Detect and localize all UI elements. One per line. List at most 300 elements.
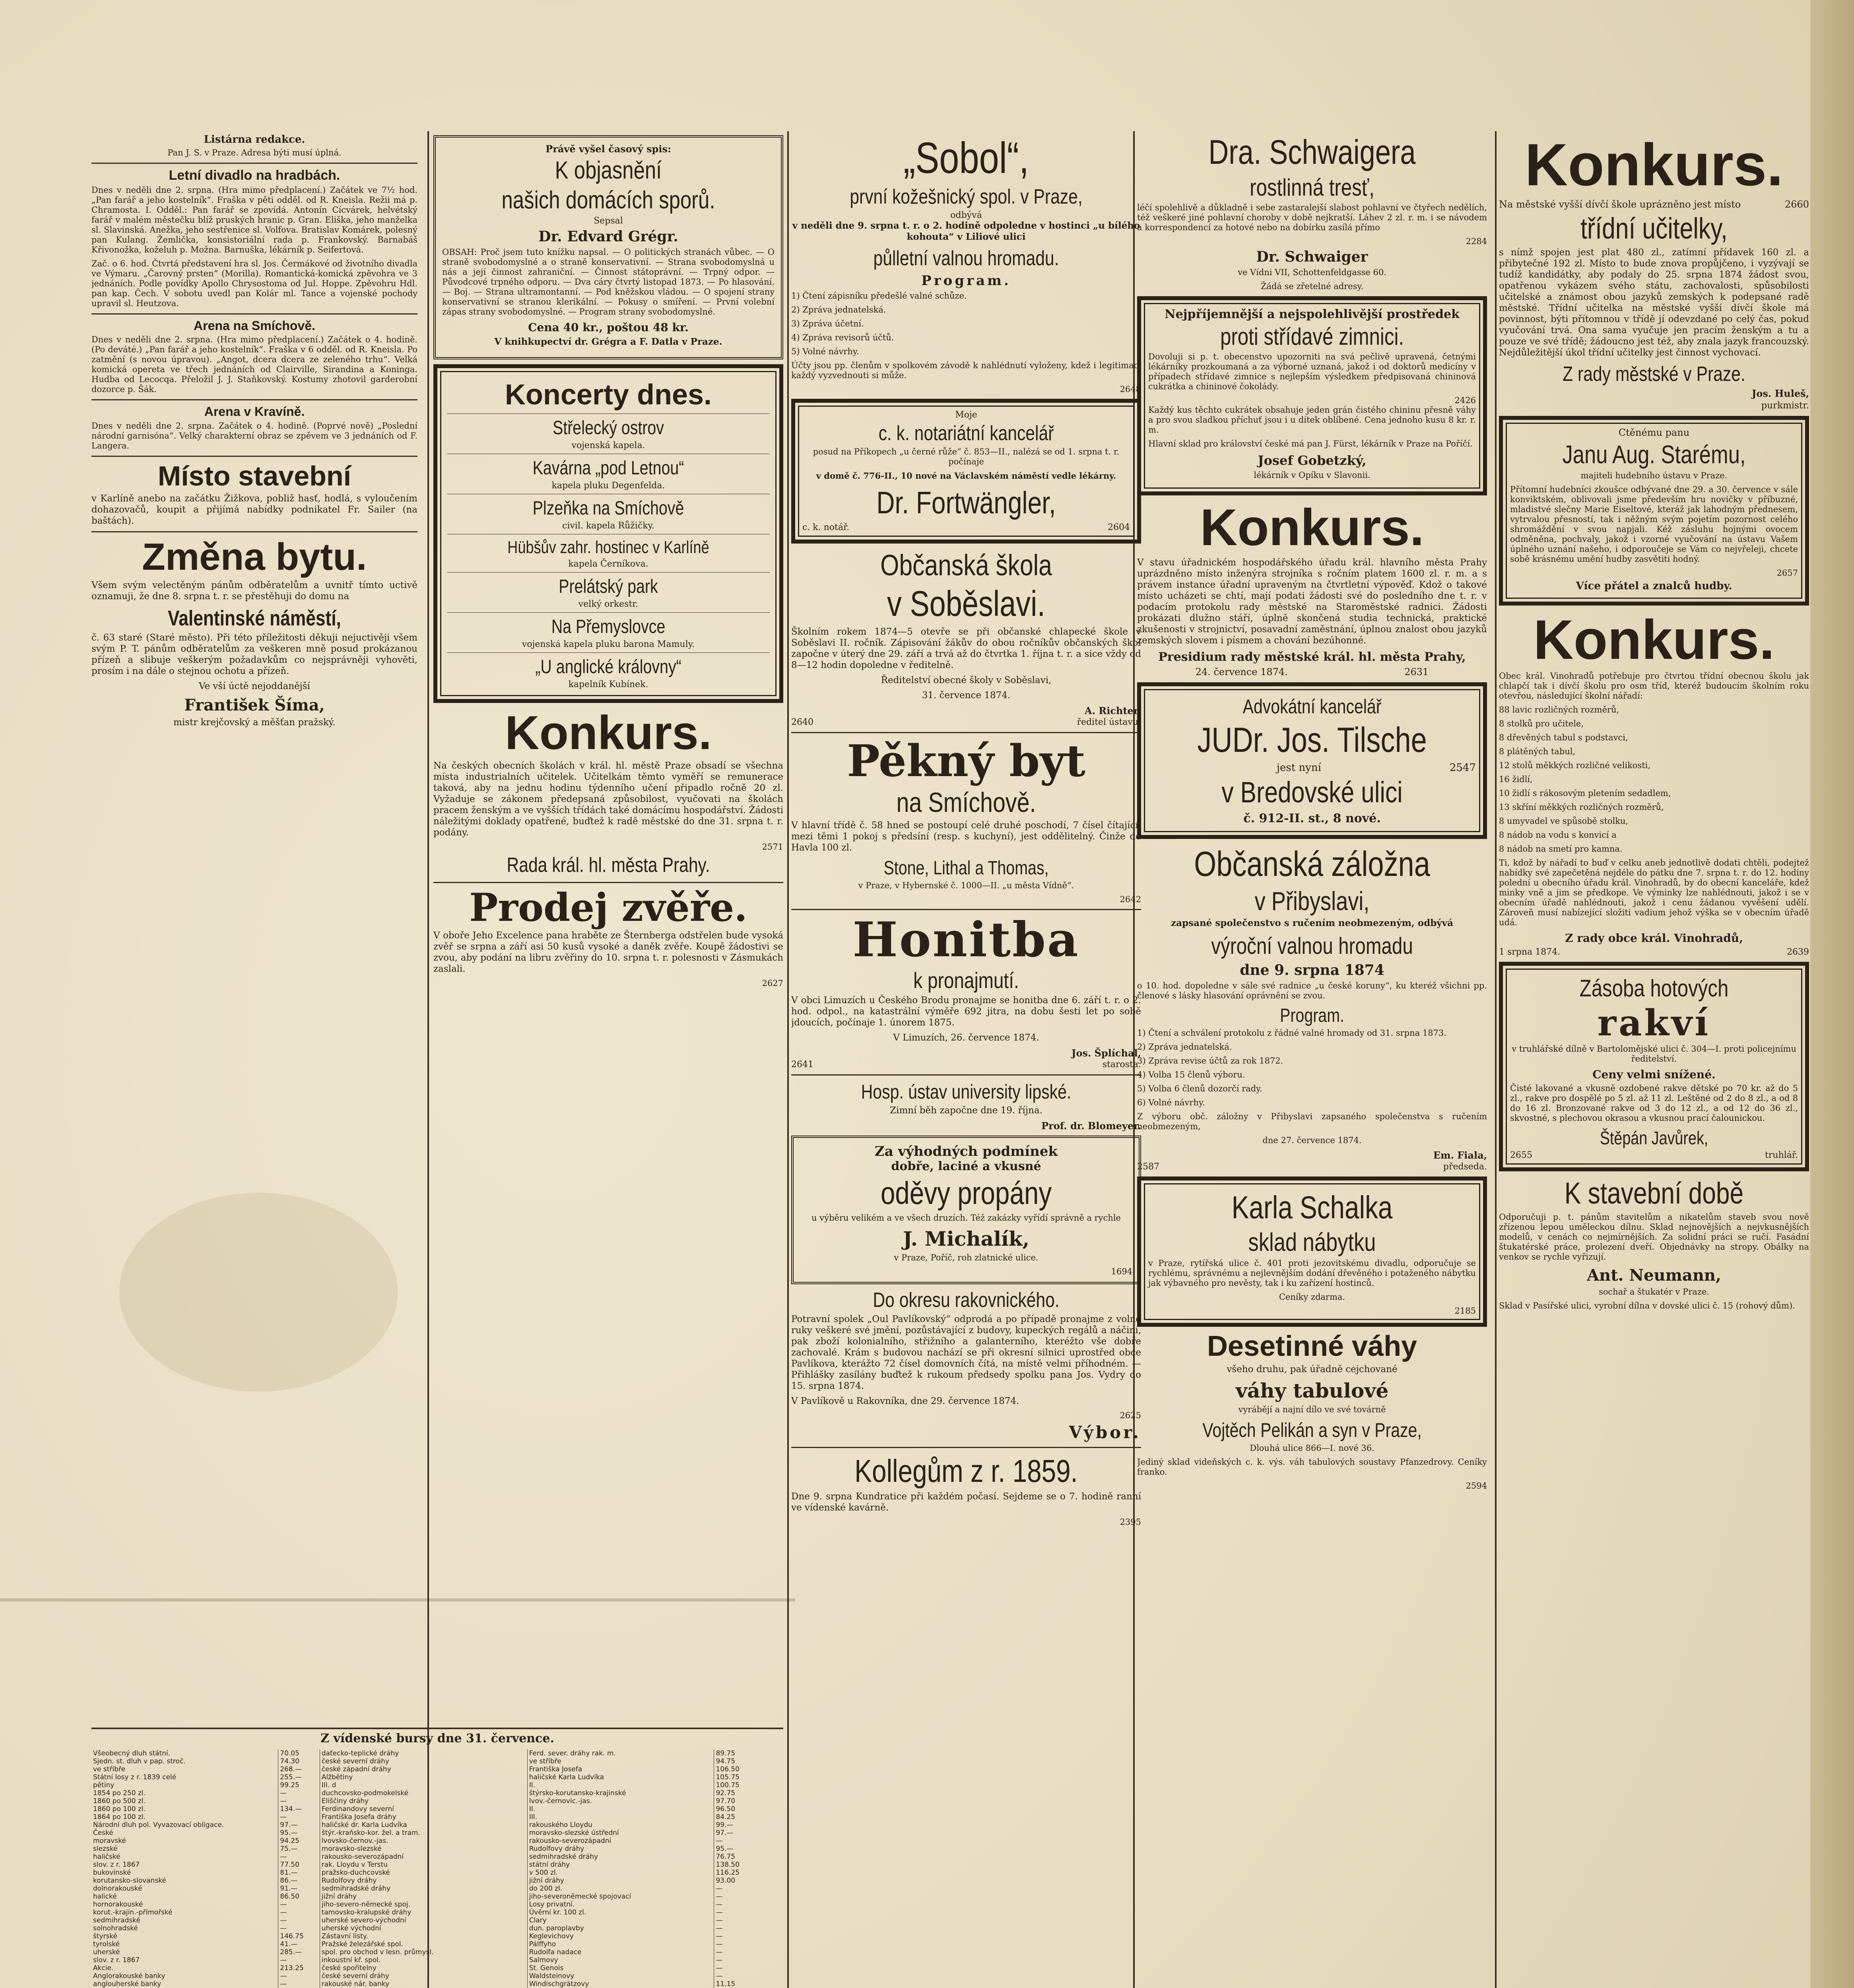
bursa-line: jiho-severo-německé spoj.	[321, 1901, 410, 1908]
bursa-line: 99.25	[280, 1781, 299, 1789]
skola-footer	[791, 717, 1141, 727]
bursa-line: haličské Karla Ludvíka	[529, 1773, 604, 1781]
okres-text: Potravní spolek „Oul Pavlíkovský“ odprodá a po případě pronajme z volné ruky veškeré své jmění, pozůstávající z budovy, kupeckých regálů a náčiní, pak zboží kolonialního, střižního a galanterního, kteréžto vše dobře zachovalé. Krám s budovou nachází se při okresní silnici uprostřed obce Pavlíkova, kterážto 72 čísel domovních čítá, na místě velmi příhodném. — Přihlášky zasílány buďtež k rukoum předsedy spolku pana Jos. Vydry do 15. srpna 1874.	[791, 1314, 1141, 1391]
konk2-text: V stavu úřadnickém hospodářského úřadu král. hlavního města Prahy uprázdněno místo inženýra strojníka s ročním platem 1600 zl. r. m. a s právem instance úřadní upraveným na čtvrtletní výpověď. Kdož o takové místo ucházeti se chtí, mají podati žádosti své do posledního dne t. r. v podacím protokolu rady městské na Staroměstské radnici. Žádosti prokázati dlužno stáří, úplně skončená studia technická, praktické zkušenosti v strojnictví, posavadní zaměstnání, úplnou znalost obou jazyků zemských slovem i písmem a chování bezúhonné.	[1137, 557, 1487, 646]
stred-box	[1137, 296, 1487, 495]
okres-num: 2625	[1120, 1410, 1141, 1420]
bursa-line: rakouského Lloydu	[529, 1821, 592, 1829]
konk4-date: 1 srpna 1874.	[1499, 947, 1561, 957]
stred-name: Josef Gobetzký,	[1258, 453, 1367, 468]
bursa-line: 95.—	[280, 1829, 298, 1837]
rakve-name: Štěpán Javůrek,	[1600, 1128, 1708, 1148]
kniha-title-2: našich domácích sporů.	[501, 186, 715, 214]
bursa-table	[91, 1749, 783, 1988]
bursa-line: 70.05	[280, 1749, 299, 1757]
bursa-line: 1854 po 250 zl.	[93, 1789, 146, 1797]
skola-role: ředitel ústavu.	[1077, 717, 1141, 727]
bursa-line: Clary	[529, 1916, 547, 1924]
sobol-small: odbývá	[950, 210, 982, 220]
divadlo-title: Letní divadlo na hradbách.	[169, 168, 340, 183]
program-title: Program.	[921, 273, 1011, 289]
byt-name: Stone, Lithal a Thomas,	[883, 857, 1049, 879]
byt-addr: v Praze, v Hybernské č. 1000—II. „u města Vídně“.	[858, 880, 1074, 890]
bursa-line: Windischgrätzovy	[529, 1980, 589, 1988]
divider	[91, 531, 417, 532]
bursa-line: bukovinské	[93, 1869, 131, 1877]
bursa-line: —	[716, 1964, 723, 1972]
koncerty-box	[433, 364, 783, 703]
koncert-item	[447, 417, 770, 450]
konk4-title: Konkurs.	[1533, 608, 1775, 671]
bursa-line: 97.—	[716, 1829, 734, 1837]
stred-text: Dovoluji si p. t. obecenstvo upozorniti na svá pečlivě upravená, četnými lékárníky prozkoumaná a za výborné uznaná, jakož i od doktorů medicíny v případech střídavé zimnice s nejlepším výsledkem předpisovaná chininová cukrátka a chininové čokolády.	[1148, 352, 1476, 391]
bursa-line: —	[280, 1908, 287, 1916]
kniha-text: OBSAH: Proč jsem tuto knížku napsal. — O politických stranách vůbec. — O straně svobodomyslné a o straně konservativní. — Strana svobodomyslná u nás a její činnost zahraniční. — Činnost státoprávní. — Trpný odpor. — Původcové trpného odporu. — Dva cáry čtvrtý listopad 1873. — Po hlasování. — Boj. — Strana ultramontanní. — Pod kněžskou vládou. — O spojení strany konservativní se stranou klerikální. — Pokusy o smíření. — První volební zápas strany svobodomyslné. — Program strany svobodomyslné.	[442, 247, 775, 316]
bursa-line: 77.50	[280, 1861, 299, 1869]
konk4-item: 8 nádob na smetí pro kamna.	[1499, 844, 1623, 854]
bursa-line: 285.—	[280, 1948, 302, 1956]
staremu-pre: Ctěnému panu	[1618, 427, 1690, 438]
konk4-sign: Z rady obce král. Vinohradů,	[1565, 931, 1743, 945]
bursa-line: sedmihradské dráhy	[321, 1885, 391, 1893]
zaloz-num: 2587	[1137, 1161, 1159, 1172]
bursa-line: —	[280, 1924, 287, 1932]
koncert-place: Plzeňka na Smíchově	[532, 497, 684, 519]
bursa-line: v 500 zl.	[529, 1869, 558, 1877]
bursa-line: Keglevichovy	[529, 1932, 574, 1940]
bursa-line: —	[716, 1837, 723, 1845]
bursa-line: české spořitelny	[321, 1964, 377, 1972]
kniha-author: Dr. Edvard Grégr.	[538, 228, 678, 245]
advok-street: v Bredovské ulici	[1221, 775, 1403, 809]
bursa-line: III.	[529, 1813, 538, 1821]
notar-num: 2604	[1108, 522, 1130, 532]
redakce-text: Pan J. S. v Praze. Adresa býti musí úplná.	[167, 148, 342, 157]
schw-sub: rostlinná tresť,	[1250, 174, 1374, 201]
bursa-line: —	[280, 1853, 287, 1861]
bursa-line: 75.—	[280, 1845, 298, 1853]
schalk-box	[1137, 1176, 1487, 1327]
bursa-line: —	[716, 1956, 723, 1964]
bursa-line: —	[280, 1813, 287, 1821]
bursa-line: ve stříbře	[529, 1757, 561, 1765]
bursa-line: moravsko-slezské	[321, 1845, 382, 1853]
bursa-line: 96.50	[716, 1805, 736, 1813]
koncert-item	[447, 497, 770, 531]
bursa-line: české severní dráhy	[321, 1972, 389, 1980]
zmena-text: Všem svým velectěným pánům odběratelům a uvnitř tímto uctivě oznamuji, že dne 8. srpna t. r. se přestěhuji do domu na	[91, 580, 417, 602]
bursa-line: rakousko-severozápadní	[529, 1837, 612, 1845]
prodej-text: V oboře Jeho Excelence pana hraběte ze Šternberga odstřelen bude vysoká zvěř se srpna a září asi 50 kusů vysoké a daněk zvěře. Koupě žádostivi se zvou, aby podání na libru zvěřiny do 10. srpna t. r. polesnosti v Zásmukách zaslali.	[433, 930, 783, 975]
bursa-line: hornorakouské	[93, 1901, 143, 1908]
odevy-box	[791, 1136, 1141, 1284]
zmena-street: Valentinské náměstí,	[168, 606, 341, 631]
bursa-line: 94.25	[280, 1837, 299, 1845]
divider	[791, 1074, 1141, 1076]
bursa-line: uherské východní	[321, 1924, 381, 1932]
bursa-line: —	[280, 1980, 287, 1988]
koncert-item	[447, 616, 770, 649]
honitba-footer	[791, 1060, 1141, 1070]
konk4-text-2: Ti, kdož by nářadí to buď v celku aneb jednotlivě dodati chtěli, podejtež nabídky své zapečetěná nejdéle do pátku dne 7. srpna t. r. do 12. hodiny polední u obecního úřadu král. Vinohradů, by do obecní kanceláře, kdež minky vně a jim se předkope. Ve výminky lze nahlédnouti, jakož i se v obecním úřadě nahlédnouti, jakož i cenu žádanou vyvěšení udělí. Zároveň musí nabízející složiti vadium jehož výška se v obecním úřadě udá.	[1499, 858, 1809, 927]
skola-date: 31. července 1874.	[922, 690, 1011, 701]
honitba-name: Jos. Šplíchal,	[1071, 1047, 1141, 1059]
bursa-col-values	[278, 1749, 320, 1988]
odevy-text: u výběru velikém a ve všech druzích. Též zakázky vyřídí správně a rychle	[811, 1213, 1121, 1223]
odevy-title: oděvy propány	[880, 1175, 1052, 1211]
bursa-line: 93.00	[716, 1877, 736, 1885]
bursa-col-names	[527, 1749, 714, 1988]
odevy-sub: dobře, laciné a vkusné	[891, 1159, 1041, 1173]
column-2	[433, 131, 783, 1757]
bursa-line: Anglorakouské banky	[93, 1972, 165, 1980]
bursa-line: haličské	[93, 1853, 120, 1861]
notar-text-2: v domě č. 776-II., 10 nové na Václavském náměstí vedle lékárny.	[816, 471, 1116, 481]
bursa-line: —	[280, 1901, 287, 1908]
zaloz-date: dne 9. srpna 1874	[1240, 961, 1384, 978]
vahy-text-3: Jediný sklad videňských c. k. výs. váh tabulových soustavy Pfanzedrovy. Ceníky franko.	[1137, 1457, 1487, 1477]
program-text: Účty jsou pp. členům v spolkovém závodě k nahlédnutí vyloženy, kdež i legitimaci každý vyzvednouti si může.	[791, 361, 1141, 380]
bursa-line: lvovsko-černov.-jas.	[321, 1837, 388, 1845]
vahy-sub: váhy tabulové	[1235, 1379, 1389, 1403]
bursa-line: 116.25	[716, 1869, 740, 1877]
konk4-item: 8 stolků pro učitele,	[1499, 718, 1584, 728]
bursa-line: Alžbětiny	[321, 1773, 353, 1781]
bursa-line: dolnorakouské	[93, 1885, 142, 1893]
staremu-text: Přítomní hudebníci zkoušce odbývané dne 29. a 30. července v sále konviktském, oblivovali jsme především hru novičky v příbuzné, mladistvé slečny Marie Eiseltové, kteráž jak lahodným přednesem, vytrvalou přesností, tak i něžným svým pojetím pozornost celého shromáždění v svou napjali. Kéž zásluhu hojnými ovocem odměněna, pochvaly, jakož i vzorné vyučování na ústavu Vašem úplného uznání našeho, i odporoučeje se Vám co nejvřeleji, chcete sobě krásnému umění hudby zasvětiti hodný.	[1510, 484, 1798, 564]
vahy-name: Vojtěch Pelikán a syn v Praze,	[1202, 1419, 1422, 1442]
page-edge	[1810, 0, 1854, 1988]
konk4-footer	[1499, 947, 1809, 957]
divider	[433, 882, 783, 883]
arena-text: Dnes v neděli dne 2. srpna. (Hra mimo předplacení.) Začátek o 4. hodině. (Po deváté.) „Pan farář a jeho kostelník“. Fraška v 6 odděl. od R. Kneisla. Po zatmění (s novou úpravou). „Angot, dcera dcera ze zeleného trhu“. Velká komická opereta ve třech jednáních od Clairville, Sirandina a Koninga. Hudba od Lecocqa. Přeložil J. J. Staňkovský. Kostumy zhotovil garderobní dozorce p. Šák.	[91, 335, 417, 394]
divider	[91, 313, 417, 315]
zaloz-event: výroční valnou hromadu	[1211, 933, 1413, 959]
rakve-text: v truhlářské dílně v Bartolomějské ulici č. 304—I. proti policejnímu ředitelství.	[1512, 1044, 1796, 1064]
schw-name: Dr. Schwaiger	[1256, 248, 1368, 265]
odevy-addr: v Praze, Poříč, roh zlatnické ulice.	[894, 1252, 1039, 1262]
divider	[447, 572, 770, 573]
stred-text-2: Každý kus těchto cukrátek obsahuje jeden grán čistého chininu přesně váhy a pro svou sladkou příchuť jsou i u dítek oblíbené. Cena jednoho kusu 8 kr. r. m.	[1148, 405, 1476, 435]
advok-mid-row	[1148, 762, 1476, 774]
bursa-line: 106.50	[716, 1765, 740, 1773]
zmena-greet: Ve vší úctě nejoddanější	[198, 681, 311, 692]
bursa-line: —	[716, 1908, 723, 1916]
honitba-num: 2641	[791, 1059, 813, 1070]
bursa-line: 1860 po 500 zl.	[93, 1797, 146, 1805]
arena2-title: Arena v Kravíně.	[204, 404, 305, 419]
honitba-text: V obci Limuzích u Českého Brodu pronajme se honitba dne 6. září t. r. o 2. hod. odpol., na katastrální výměře 692 jitra, na dobu šesti let po sobě jdoucích, počínaje 1. únorem 1875.	[791, 995, 1141, 1028]
konk3-role: purkmistr.	[1761, 400, 1809, 411]
bursa-line: ve stříbře	[93, 1765, 126, 1773]
bursa-line: korut.-krajin.-přímořské	[93, 1908, 173, 1916]
bursa-line: 213.25	[280, 1964, 304, 1972]
konk2-title: Konkurs.	[1200, 498, 1424, 556]
konk4-item: 8 nádob na vodu s konvicí a	[1499, 830, 1617, 840]
redakce-title: Listárna redakce.	[204, 134, 305, 146]
kolleg-title: Kollegům z r. 1859.	[854, 1453, 1078, 1489]
okres-title: Do okresu rakovnického.	[873, 1288, 1060, 1312]
koncert-item	[447, 656, 770, 689]
bursa-line: moravsko-slezské ústřední	[529, 1829, 619, 1837]
bursa-line: 76.75	[716, 1853, 736, 1861]
zmena-name: František Šíma,	[184, 696, 325, 715]
rakve-role: truhlář.	[1765, 1150, 1798, 1160]
zmena-role: mistr krejčovský a měšťan pražský.	[173, 717, 336, 728]
bursa-line: Františka Josefa	[529, 1765, 582, 1773]
bursa-line: duchcovsko-podmokelské	[321, 1789, 409, 1797]
bursa-line: 92.75	[716, 1789, 736, 1797]
bursa-line: 255.—	[280, 1773, 302, 1781]
konk2-num: 2631	[1404, 666, 1429, 678]
konk4-item: 13 skříní měkkých rozličných rozměrů,	[1499, 802, 1664, 812]
zaloz-role: předseda.	[1443, 1161, 1487, 1172]
bursa-line: II.	[529, 1805, 536, 1813]
notar-name: Dr. Fortwängler,	[876, 485, 1056, 520]
zaloz-prog-item: 6) Volné návrhy.	[1137, 1097, 1205, 1107]
bursa-line: —	[716, 1901, 723, 1908]
schalk-num: 2185	[1454, 1306, 1476, 1316]
koncerty-title: Koncerty dnes.	[505, 379, 712, 411]
bursa-line: štýrsko-korutansko-krajinské	[529, 1789, 626, 1797]
bursa-line: —	[280, 1789, 287, 1797]
bursa-line: II.	[529, 1781, 536, 1789]
bursa-line: Rudolfovy dráhy	[529, 1845, 584, 1853]
skola-num: 2640	[791, 717, 813, 727]
divadlo-text: Dnes v neděli dne 2. srpna. (Hra mimo předplacení.) Začátek ve 7½ hod. „Pan farář a jeho kostelník“. Fraška v pěti odděl. od R. Kneisla. Režii má p. Chramosta. I. Odděl.: Pan farář se zpovídá. Antonín Cícvárek, helvétský farář v malém městečku blíž pruských hranic p. Gran. Eliška, jeho manželka sl. Slavinská. Anežka, jeho sestřenice sl. Volfova. Bratislav Komárek, polesný pan Kulang. Žemlička, konsistoriální rada p. Frankovský. Barnabáš Křivonožka, koželuh p. Možna. Barnuška, lékárník p. Seifertová.	[91, 185, 417, 254]
zaloz-text: zapsané společenstvo s ručením neobmezeným, odbývá	[1171, 917, 1453, 928]
konk2-date: 24. července 1874.	[1195, 666, 1288, 678]
konk3-sign: Z rady městské v Praze.	[1563, 362, 1745, 386]
divider	[447, 652, 770, 653]
konkurs-sign: Rada král. hl. města Prahy.	[507, 853, 710, 877]
bursa-line: Eliščiny dráhy	[321, 1797, 369, 1805]
bursa-line: korutansko-slovanské	[93, 1877, 166, 1885]
zaloz-name: Em. Fiala,	[1433, 1149, 1487, 1161]
bursa-line: rak. Lloydu v Terstu	[321, 1861, 388, 1869]
bursa-line: Losy privatní.	[529, 1901, 575, 1908]
odevy-name: J. Michalík,	[903, 1227, 1030, 1250]
konk3-text-2: s nímž spojen jest plat 480 zl., zatímní přídavek 160 zl. a přibytečné 192 zl. Místo to bude znova propůjčeno, i vyzývají se tudíž kandidátky, aby podaly do 25. srpna 1874 žádost svou, opatřenou vykázem svého státu, zachovalosti, spůsobilosti učitelské a známost obou jazyků zemských k podepsané radě městské. Třídní učitelka na městské vyšší dívčí škole má povinnost, býti přítomnou v třídě jí odevzdané po celý čas, pokud vyučování trvá. Ona sama vyučuje jen pracím ženským a tu a pouze ve své třídě; žádoucno jest též, aby znala jazyk francouzský. Nejdůležitější úkol třídní učitelky jest činnost vychovací.	[1499, 247, 1809, 358]
odevy-num: 1694	[1111, 1266, 1132, 1276]
divider	[791, 732, 1141, 733]
zaloz-place: v Přibyslavi,	[1254, 886, 1370, 916]
honitba-role: starosta.	[1102, 1059, 1141, 1070]
kniha-title-1: K objasnění	[555, 157, 662, 184]
bursa-line: slov. z r. 1867	[93, 1956, 140, 1964]
zaloz-prog-title: Program.	[1280, 1005, 1344, 1026]
sobol-text: v neděli dne 9. srpna t. r. o 2. hodině odpoledne v hostinci „u bílého kohouta“ v Liliové ulici	[792, 220, 1140, 242]
bursa-line: slov. z r. 1867	[93, 1861, 140, 1869]
konk4-item: 12 stolů měkkých rozličné velikosti,	[1499, 760, 1651, 770]
schalk-sub: sklad nábytku	[1248, 1227, 1376, 1256]
bursa-line: III. d	[321, 1781, 336, 1789]
koncert-band: civil. kapela Růžičky.	[562, 520, 655, 531]
bursa-line: Pálffyho	[529, 1940, 556, 1948]
rakve-footer	[1510, 1150, 1798, 1160]
notar-role: c. k. notář.	[802, 522, 850, 532]
byt-text: V hlavní třídě č. 58 hned se postoupí celé druhé poschodí, 7 čísel čítající, mezi těmi 1 pokoj s předsíní (resp. s kuchyní), jest oddělitelný. Činže do Havla 100 zl.	[791, 820, 1141, 853]
doba-addr: Sklad v Pasířské ulici, vyrobní dílna v dovské ulici č. 15 (rohový dům).	[1499, 1301, 1795, 1310]
odevy-pre: Za výhodných podmínek	[874, 1143, 1058, 1159]
konk3-num: 2660	[1784, 198, 1809, 210]
advok-box	[1137, 682, 1487, 839]
bursa-line: Františka Josefa dráhy	[321, 1813, 396, 1821]
konk4-item: 10 židlí s rákosovým pletením sedadlem,	[1499, 788, 1671, 798]
bursa-line: rakousko-severozápadní	[321, 1853, 404, 1861]
bursa-line: Sjedn. st. dluh v pap. stroč.	[93, 1757, 186, 1765]
divider	[791, 909, 1141, 910]
bursa-col-values	[714, 1749, 783, 1988]
bursa-line: —	[716, 1885, 723, 1893]
hosp-title: Hosp. ústav university lipské.	[861, 1080, 1072, 1103]
bursa-line: St. Genois	[529, 1964, 564, 1972]
bursa-line: daťecko-teplické dráhy	[321, 1749, 399, 1757]
konk2-footer	[1137, 666, 1487, 678]
bursa-line: České	[93, 1829, 113, 1837]
konk3-sub: třídní učitelky,	[1580, 212, 1728, 245]
honitba-sub: k pronajmutí.	[913, 967, 1019, 993]
bursa-line: uherské severo-východní	[321, 1916, 406, 1924]
bursa-line: 91.—	[280, 1885, 298, 1893]
divider	[91, 456, 417, 457]
bursa-col-names	[91, 1749, 278, 1988]
bursa-line: české západní dráhy	[321, 1765, 391, 1773]
skola-sign: Ředitelství obecné školy v Soběslavi,	[881, 675, 1052, 685]
vahy-text-2: vyrábějí a najní dílo ve své továrně	[1238, 1405, 1386, 1415]
program-item: 5) Volné návrhy.	[791, 347, 859, 356]
bursa-line: Rudolfovy dráhy	[321, 1877, 377, 1885]
zmena-title: Změna bytu.	[142, 536, 367, 579]
bursa-line: haličské dr. Karla Ludvíka	[321, 1821, 407, 1829]
rakve-text-2: Čisté lakované a vkusně ozdobené rakve dětské po 70 kr. až do 5 zl., rakve pro dospělé po 5 zl. až 11 zl. Leštěné od 2 do 8 zl., a od 8 do 16 zl. Bronzované rakve od 3 do 12 zl., a od 12 do 36 zl., skvostné, s plechovou okrasou a vkusnou prací čalounickou.	[1510, 1083, 1798, 1123]
zaloz-prog-item: 3) Zpráva revise účtů za rok 1872.	[1137, 1056, 1283, 1066]
column-rule	[1495, 131, 1497, 1988]
byt-num: 2642	[1120, 894, 1141, 904]
bursa-line: štýr.-kraňsko-kor. žel. a tram.	[321, 1829, 420, 1837]
bursa-line: 105.75	[716, 1773, 740, 1781]
bursa-line: Státní losy z r. 1839 celé	[93, 1773, 177, 1781]
bursa-line: —	[280, 1956, 287, 1964]
program-item: 1) Čtení zápisníku předešlé valné schůze.	[791, 291, 967, 301]
bursa-line: 41.—	[280, 1940, 298, 1948]
bursa-line: 74.30	[280, 1757, 299, 1765]
bursa-line: Salmovy	[529, 1956, 558, 1964]
koncert-band: vojenská kapela.	[571, 440, 645, 450]
konk4-text: Obec král. Vinohradů potřebuje pro čtvrtou třídní obecnou školu jak chlapčí tak i dívčí školu pro osm tříd, kteréž budoucím školním roku otevřou, následující školní nářadí:	[1499, 671, 1809, 701]
bursa-line: 84.25	[716, 1813, 736, 1821]
koncert-place: Střelecký ostrov	[553, 417, 664, 439]
bursa-line: sedmihradské	[93, 1916, 140, 1924]
koncert-place: Hübšův zahr. hostinec v Karlíně	[507, 537, 709, 557]
hosp-name: Prof. dr. Blomeyer.	[1041, 1120, 1141, 1132]
kniha-price: Cena 40 kr., poštou 48 kr.	[528, 321, 689, 334]
bursa-line: státní dráhy	[529, 1861, 570, 1869]
advok-addr: č. 912-II. st., 8 nové.	[1243, 811, 1381, 825]
stred-title: proti střídavé zimnici.	[1220, 323, 1404, 350]
bursa-line: 1860 po 100 zl.	[93, 1805, 146, 1813]
staremu-name: Janu Aug. Starému,	[1562, 440, 1746, 469]
bursa-line: Pražské železářské spol.	[321, 1940, 403, 1948]
koncert-band: kapelník Kubínek.	[568, 679, 648, 689]
misto-title: Místo stavební	[157, 460, 351, 491]
divider	[791, 1447, 1141, 1448]
column-1	[91, 131, 417, 1988]
vahy-text: všeho druhu, pak úřadně cejchované	[1227, 1364, 1398, 1375]
bursa-line: 268.—	[280, 1765, 302, 1773]
divider	[91, 163, 417, 164]
bursa-col-names	[320, 1749, 527, 1988]
bursa-line: anglouherské banky	[93, 1980, 161, 1988]
bursa-line: 97.—	[280, 1821, 298, 1829]
staremu-box	[1499, 416, 1809, 606]
bursa-line: —	[716, 1924, 723, 1932]
zaloz-date-2: dne 27. července 1874.	[1262, 1135, 1362, 1145]
kniha-ad	[433, 135, 783, 359]
okres-date: V Pavlíkově u Rakovníka, dne 29. července 1874.	[791, 1396, 1019, 1406]
bursa-line: pětiny	[93, 1781, 115, 1789]
kniha-head: Právě vyšel časový spis:	[546, 143, 671, 155]
stred-role: lékárník v Opíku v Slavonii.	[1254, 470, 1371, 480]
bursa-line: Ferdinandovy severní	[321, 1805, 394, 1813]
notar-text: posud na Příkopech „u černé růže“ č. 853—II., nalézá se od 1. srpna t. r. počínaje	[813, 447, 1120, 466]
bursa-line: solnohradské	[93, 1924, 138, 1932]
skola-name: A. Richter,	[1084, 705, 1141, 716]
bursa-line: —	[716, 1932, 723, 1940]
konk4-item: 8 plátěných tabul,	[1499, 746, 1576, 756]
bursa-line: uherské	[93, 1948, 120, 1956]
column-rule	[427, 131, 429, 1988]
bursa-line: 86.—	[280, 1877, 298, 1885]
kolleg-num: 2395	[1120, 1517, 1141, 1527]
konkurs-title: Konkurs.	[505, 706, 712, 759]
doba-title: K stavební době	[1564, 1176, 1744, 1210]
bursa-line: 81.—	[280, 1869, 298, 1877]
bursa-line: jižní dráhy	[321, 1893, 357, 1901]
koncert-band: kapela Černíkova.	[568, 559, 648, 569]
bursa-line: do 200 zl.	[529, 1885, 563, 1893]
zmena-text-2: č. 63 staré (Staré město). Při této příležitosti děkuji nejuctivěji všem svým P. T. pánům odběratelům za veškeren mně posud prokázanou přízeň a slibuje veškerým požadavkům co nejsprávněji vyhověti, prosím i na dále o stejnou ochotu a přízeň.	[91, 633, 417, 677]
stred-pre: Nejpříjemnější a nejspolehlivější prostředek	[1165, 307, 1460, 321]
bursa-line: moravské	[93, 1837, 126, 1845]
divadlo-text-2: Zač. o 6. hod. Čtvrtá představení hra sl. Jos. Čermákové od životního divadla ve Výmaru. „Čarovný prsten“ (Morilla). Romantická-komická zpěvohra ve 3 jednáních. Podle povídky Apollo Chrysostoma od Jul. Hoppe. Zpěvohru Hdl. pan kap. Čech. V sobotu uvedl pan Kolár ml. Tance a vojenské pochody upravil sl. Heutzova.	[91, 258, 417, 308]
konkurs-text: Na českých obecních školách v král. hl. městě Praze obsadí se všechna místa industrialních učitelek. Učitelkám těmto vyměří se remunerace taková, aby na jednu hodinu týdenního učení připadlo ročně 20 zl. Vyžaduje se zákonem předepsaná způsobilost, vyučovati na školách pracem ženským a ve vyšších třídách také domácímu hospodářství. Žádosti náležitými doklady opatřené, buďtež k radě městské do dne 31. srpna t. r. podány.	[433, 760, 783, 838]
program-item: 4) Zpráva revisorů účtů.	[791, 333, 894, 342]
bursa-line: 95.—	[716, 1845, 734, 1853]
bursa-line: Národní dluh pol. Vyvazovací obligace.	[93, 1821, 224, 1829]
sobol-sub: první kožešnický spol. v Praze,	[850, 185, 1083, 208]
zaloz-title: Občanská záložna	[1194, 844, 1430, 883]
konk4-item: 8 dřevěných tabul s podstavci,	[1499, 732, 1628, 742]
bursa-line: Zástavní listy.	[321, 1932, 368, 1940]
bursa-line: spol. pro obchod v lesn. průmysl.	[321, 1948, 434, 1956]
doba-text: Odporučuji p. t. pánům stavitelům a nikatelům staveb svou nově zřízenou lepou uměleckou dílnu. Sklad nejnovějších a nejvkusnějších modelů, v cenách co nejmírnějších. Za solidní práci se ručí. Fasádní štukatérské práce, prolezení dveří. Objednávky na stropy. Obálky na venkov se rychle vyřizují.	[1499, 1212, 1809, 1262]
bursa-line: 134.—	[280, 1805, 302, 1813]
skola-place: v Soběslavi.	[887, 584, 1045, 624]
bursa-line: jiho-severoněmecké spojovací	[529, 1893, 631, 1901]
bursa-line: sedmihradské dráhy	[529, 1853, 598, 1861]
byt-place: na Smíchově.	[896, 786, 1036, 818]
divider	[91, 399, 417, 400]
notar-box	[791, 399, 1141, 544]
bursa-line: 86.50	[280, 1893, 299, 1901]
koncert-item	[447, 576, 770, 609]
bursa-line: —	[280, 1916, 287, 1924]
schw-foot: Žádá se zřetelné adresy.	[1260, 282, 1364, 291]
zaloz-prog-item: 2) Zpráva jednatelská.	[1137, 1042, 1232, 1052]
konk4-item: 88 lavic rozličných rozměrů,	[1499, 705, 1619, 714]
bursa-line: 97.70	[716, 1797, 736, 1805]
